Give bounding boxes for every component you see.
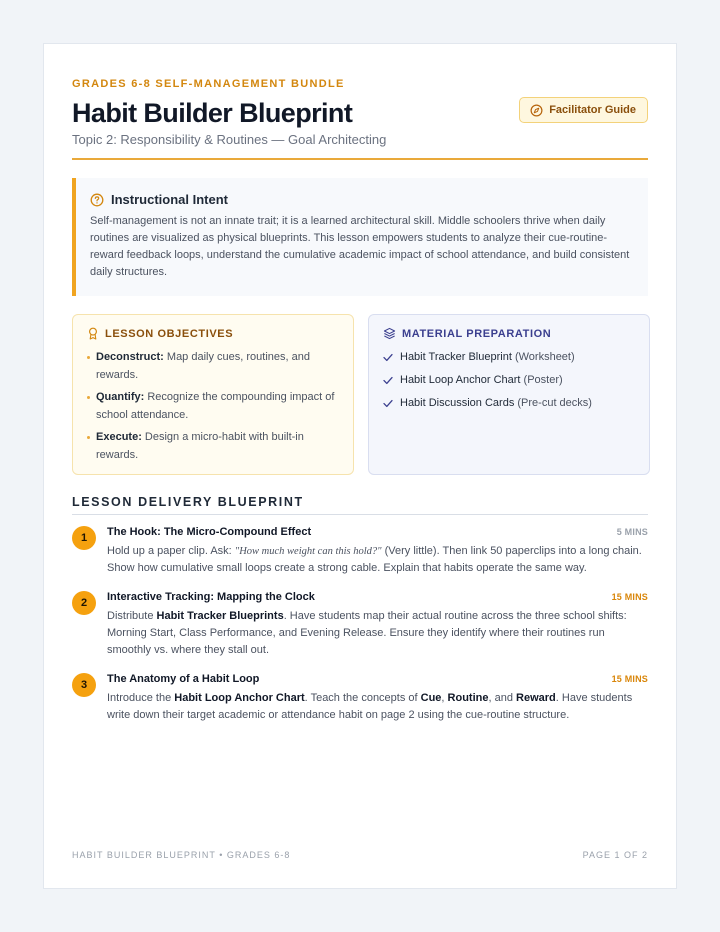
step-number-badge: 1 — [72, 526, 96, 550]
step-duration: 15 MINS — [611, 592, 648, 602]
intent-title: Instructional Intent — [111, 192, 228, 207]
step-title: The Anatomy of a Habit Loop — [107, 673, 260, 685]
award-icon — [87, 327, 99, 340]
eyebrow-label: GRADES 6-8 SELF-MANAGEMENT BUNDLE — [72, 78, 345, 90]
step-body — [107, 526, 648, 577]
page-footer — [72, 850, 648, 860]
materials-title: MATERIAL PREPARATION — [402, 327, 552, 340]
objectives-header — [87, 327, 339, 340]
header-divider — [72, 158, 648, 160]
materials-header — [383, 327, 635, 340]
material-item: Habit Tracker Blueprint (Worksheet) — [383, 350, 635, 364]
lesson-objectives-card — [72, 314, 354, 475]
objectives-title: LESSON OBJECTIVES — [105, 327, 234, 340]
step-title: The Hook: The Micro-Compound Effect — [107, 526, 312, 538]
step-description: Hold up a paper clip. Ask: "How much weight can this hold?" (Very little). Then link 50 paperclips into a long chain. Show how cumulative small loops create a strong cable. Explain that habits operate the same way. — [107, 545, 642, 574]
material-item: Habit Loop Anchor Chart (Poster) — [383, 373, 635, 387]
delivery-divider — [72, 514, 648, 515]
intent-text: Self-management is not an innate trait; it is a learned architectural skill. Middle schoolers thrive when daily routines are visualized as physical blueprints. This lesson empowers students to analyze their cue-routine-reward feedback loops, understand the cumulative academic impact of school attendance, and build consistent daily structures. — [90, 215, 630, 278]
delivery-section-title: LESSON DELIVERY BLUEPRINT — [72, 495, 304, 509]
question-circle-icon — [90, 193, 104, 207]
intent-header — [90, 192, 630, 207]
step-body — [107, 591, 648, 659]
layers-icon — [383, 327, 396, 340]
check-icon — [383, 353, 393, 362]
step-description: Introduce the Habit Loop Anchor Chart. Teach the concepts of Cue, Routine, and Reward. Have students write down their target academic or attendance habit on page 2 using the cue-routine structure. — [107, 692, 633, 721]
facilitator-guide-button[interactable] — [519, 97, 648, 123]
objective-item: Execute: Design a micro-habit with built-in rewards. — [87, 429, 339, 464]
material-preparation-card — [368, 314, 650, 475]
page-subtitle: Topic 2: Responsibility & Routines — Goal Architecting — [72, 132, 387, 147]
check-icon — [383, 399, 393, 408]
facilitator-guide-label: Facilitator Guide — [549, 104, 636, 116]
step-description: Distribute Habit Tracker Blueprints. Have students map their actual routine across the three school shifts: Morning Start, Class Performance, and Evening Release. Ensure they identify where their routines run smoothly vs. where they stall out. — [107, 610, 627, 656]
step-body — [107, 673, 648, 724]
instructional-intent-callout — [72, 178, 648, 296]
objective-item: Quantify: Recognize the compounding impact of school attendance. — [87, 389, 339, 424]
objectives-list — [87, 349, 339, 464]
compass-icon — [530, 104, 543, 117]
step-title: Interactive Tracking: Mapping the Clock — [107, 591, 315, 603]
step-duration: 5 MINS — [616, 527, 648, 537]
check-icon — [383, 376, 393, 385]
page-title: Habit Builder Blueprint — [72, 98, 353, 128]
step-number-badge: 2 — [72, 591, 96, 615]
material-item: Habit Discussion Cards (Pre-cut decks) — [383, 396, 635, 410]
step-duration: 15 MINS — [611, 674, 648, 684]
objective-item: Deconstruct: Map daily cues, routines, and rewards. — [87, 349, 339, 384]
step-number-badge: 3 — [72, 673, 96, 697]
page-number: PAGE 1 OF 2 — [582, 850, 648, 860]
document-page — [43, 43, 677, 889]
materials-list — [383, 350, 635, 410]
footer-title: HABIT BUILDER BLUEPRINT • GRADES 6-8 — [72, 850, 291, 860]
